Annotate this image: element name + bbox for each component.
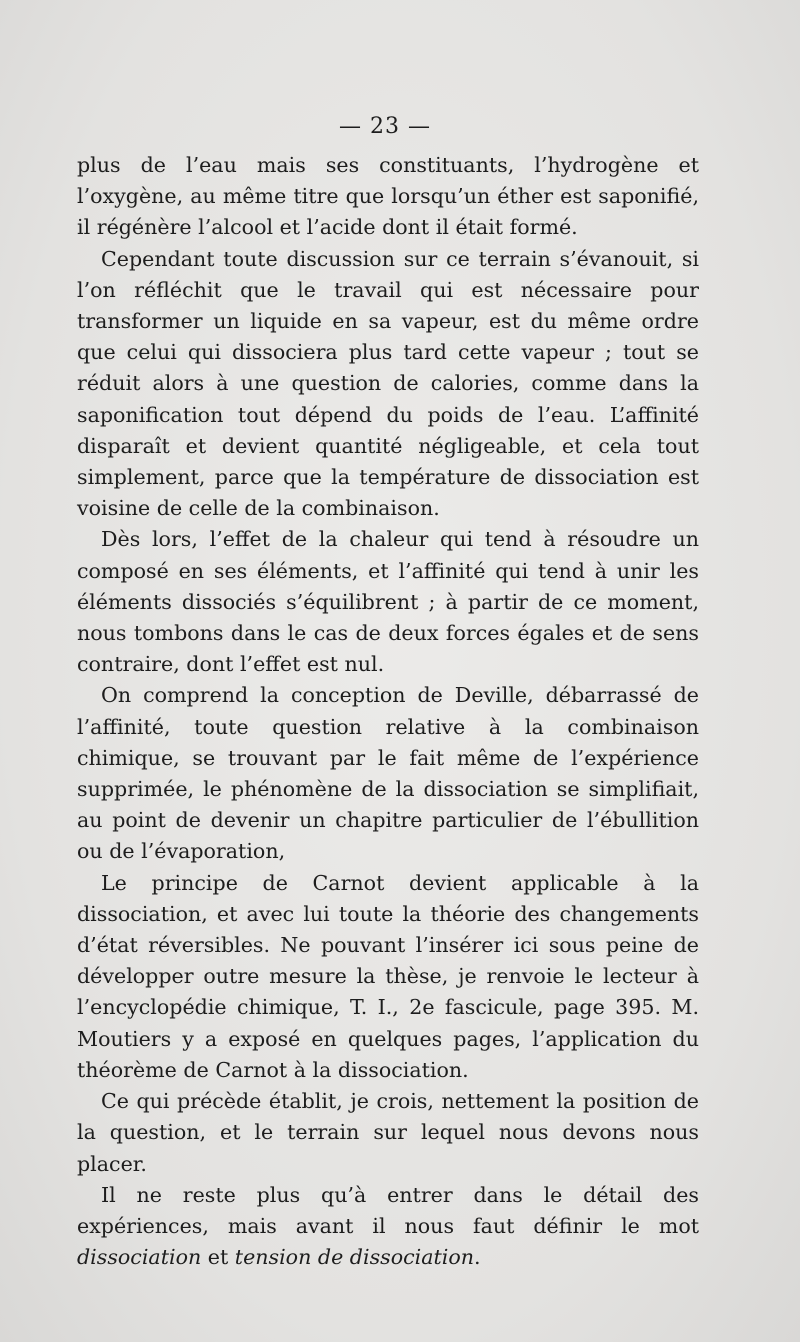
paragraph-7-end: . (474, 1245, 481, 1270)
body-text (77, 150, 699, 1273)
term-dissociation: dissociation (77, 1245, 202, 1270)
term-tension-de-dissociation: tension de dissociation (234, 1245, 475, 1270)
paragraph-7 (77, 1180, 699, 1274)
paragraph-7-text: Il ne reste plus qu’à entrer dans le détail des expériences, mais avant il nous faut définir le mot (77, 1182, 699, 1238)
page-number: — 23 — (339, 114, 431, 139)
connector-text: et (207, 1245, 229, 1270)
paragraph-5: Le principe de Carnot devient applicable à la dissociation, et avec lui toute la théorie des changements d’état réversibles. Ne pouvant l’insérer ici sous peine de développer outre mesure la thèse, je renvoie le lecteur à l’encyclopédie chimique, T. I., 2e fascicule, page 395. M. Moutiers y a exposé en quelques pages, l’application du théorème de Carnot à la dissociation. (77, 870, 699, 1082)
paragraph-4: On comprend la conception de Deville, débarrassé de l’affinité, toute question relative à la combinaison chimique, se trouvant par le fait même de l’expérience supprimée, le phénomène de la dissociation se simplifiait, au point de devenir un chapitre particulier de l’ébullition ou de l’évaporation, (77, 683, 699, 864)
paragraph-2: Cependant toute discussion sur ce terrain s’évanouit, si l’on réfléchit que le travail qui est nécessaire pour transformer un liquide en sa vapeur, est du même ordre que celui qui dissociera plus tard cette vapeur ; tout se réduit alors à une question de calories, comme dans la saponification tout dépend du poids de l’eau. L’affinité disparaît et devient quantité négligeable, et cela tout simplement, parce que la température de dissociation est voisine de celle de la combinaison. (77, 246, 699, 521)
paragraph-3: Dès lors, l’effet de la chaleur qui tend à résoudre un composé en ses éléments, et l’affinité qui tend à unir les éléments dissociés s’équilibrent ; à partir de ce moment, nous tombons dans le cas de deux forces égales et de sens contraire, dont l’effet est nul. (77, 527, 699, 677)
paragraph-6: Ce qui précède établit, je crois, nettement la position de la question, et le terrain sur lequel nous devons nous placer. (77, 1089, 699, 1176)
paragraph-1: plus de l’eau mais ses constituants, l’hydrogène et l’oxygène, au même titre que lorsqu’un éther est saponifié, il régénère l’alcool et l’acide dont il était formé. (77, 153, 699, 240)
